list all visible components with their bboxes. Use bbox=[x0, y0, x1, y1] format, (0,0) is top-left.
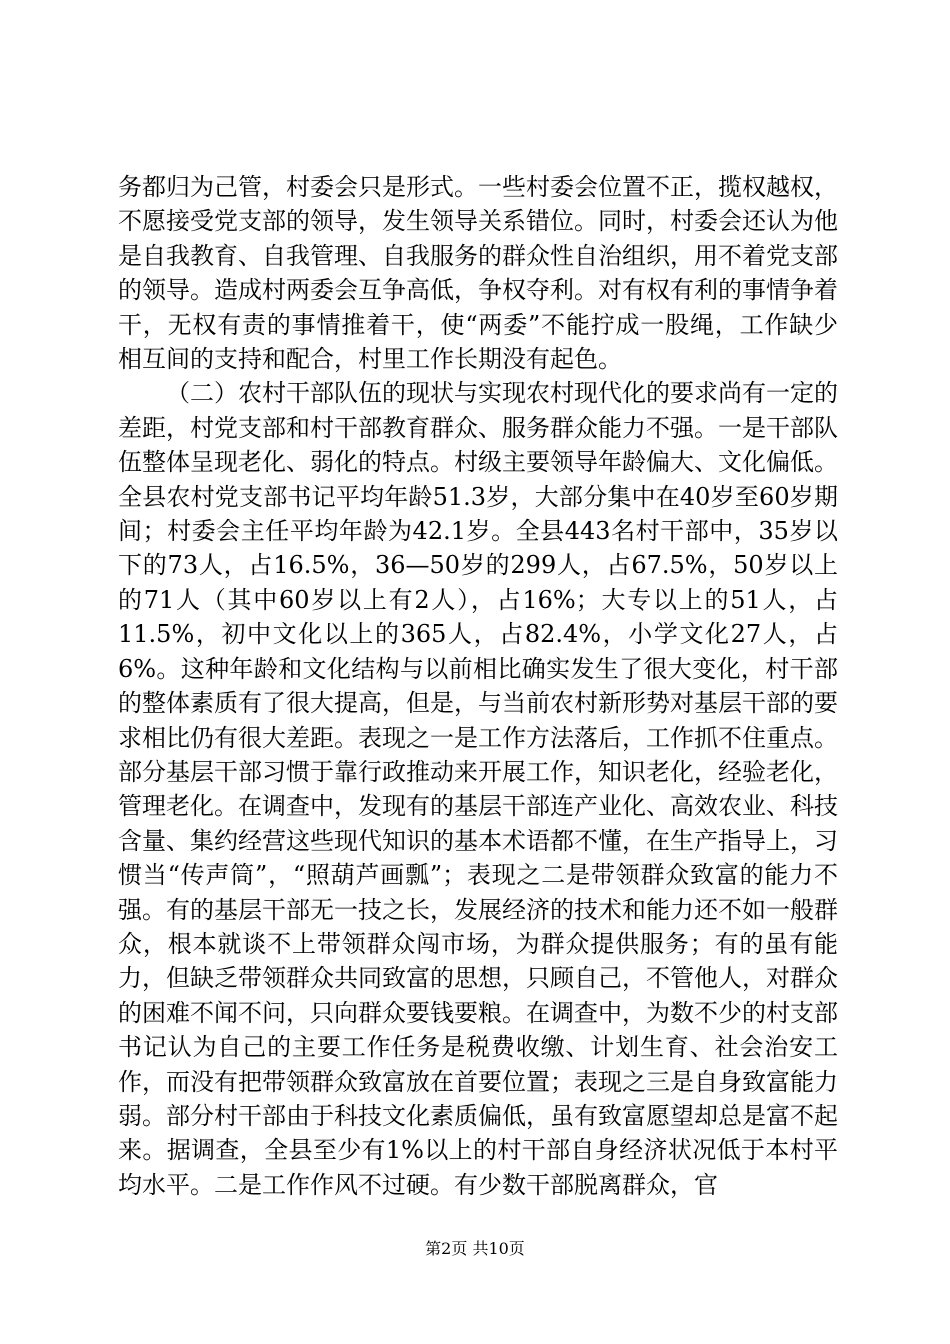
page-footer: 第2页 共10页 bbox=[425, 1239, 525, 1258]
paragraph-2: （二）农村干部队伍的现状与实现农村现代化的要求尚有一定的差距，村党支部和村干部教育群众、服务群众能力不强。一是干部队伍整体呈现老化、弱化的特点。村级主要领导年龄偏大、文化偏低。全县农村党支部书记平均年龄51.3岁，大部分集中在40岁至60岁期间；村委会主任平均年龄为42.1岁。全县443名村干部中，35岁以下的73人，占16.5%，36—50岁的299人，占67.5%，50岁以上的71人（其中60岁以上有2人），占16%；大专以上的51人，占11.5%，初中文化以上的365人，占82.4%，小学文化27人，占6%。这种年龄和文化结构与以前相比确实发生了很大变化，村干部的整体素质有了很大提高，但是，与当前农村新形势对基层干部的要求相比仍有很大差距。表现之一是工作方法落后，工作抓不住重点。部分基层干部习惯于靠行政推动来开展工作，知识老化，经验老化，管理老化。在调查中，发现有的基层干部连产业化、高效农业、科技含量、集约经营这些现代知识的基本术语都不懂，在生产指导上，习惯当“传声筒”，“照葫芦画瓢”；表现之二是带领群众致富的能力不强。有的基层干部无一技之长，发展经济的技术和能力还不如一般群众，根本就谈不上带领群众闯市场，为群众提供服务；有的虽有能力，但缺乏带领群众共同致富的思想，只顾自己，不管他人，对群众的困难不闻不问，只向群众要钱要粮。在调查中，为数不少的村支部书记认为自己的主要工作任务是税费收缴、计划生育、社会治安工作，而没有把带领群众致富放在首要位置；表现之三是自身致富能力弱。部分村干部由于科技文化素质偏低，虽有致富愿望却总是富不起来。据调查，全县至少有1%以上的村干部自身经济状况低于本村平均水平。二是工作作风不过硬。有少数干部脱离群众，官 bbox=[118, 379, 838, 1199]
document-body bbox=[118, 170, 838, 1202]
paragraph-1: 务都归为己管，村委会只是形式。一些村委会位置不正，揽权越权，不愿接受党支部的领导，发生领导关系错位。同时，村委会还认为他是自我教育、自我管理、自我服务的群众性自治组织，用不着党支部的领导。造成村两委会互争高低，争权夺利。对有权有利的事情争着干，无权有责的事情推着干，使“两委”不能拧成一股绳，工作缺少相互间的支持和配合，村里工作长期没有起色。 bbox=[118, 173, 838, 374]
